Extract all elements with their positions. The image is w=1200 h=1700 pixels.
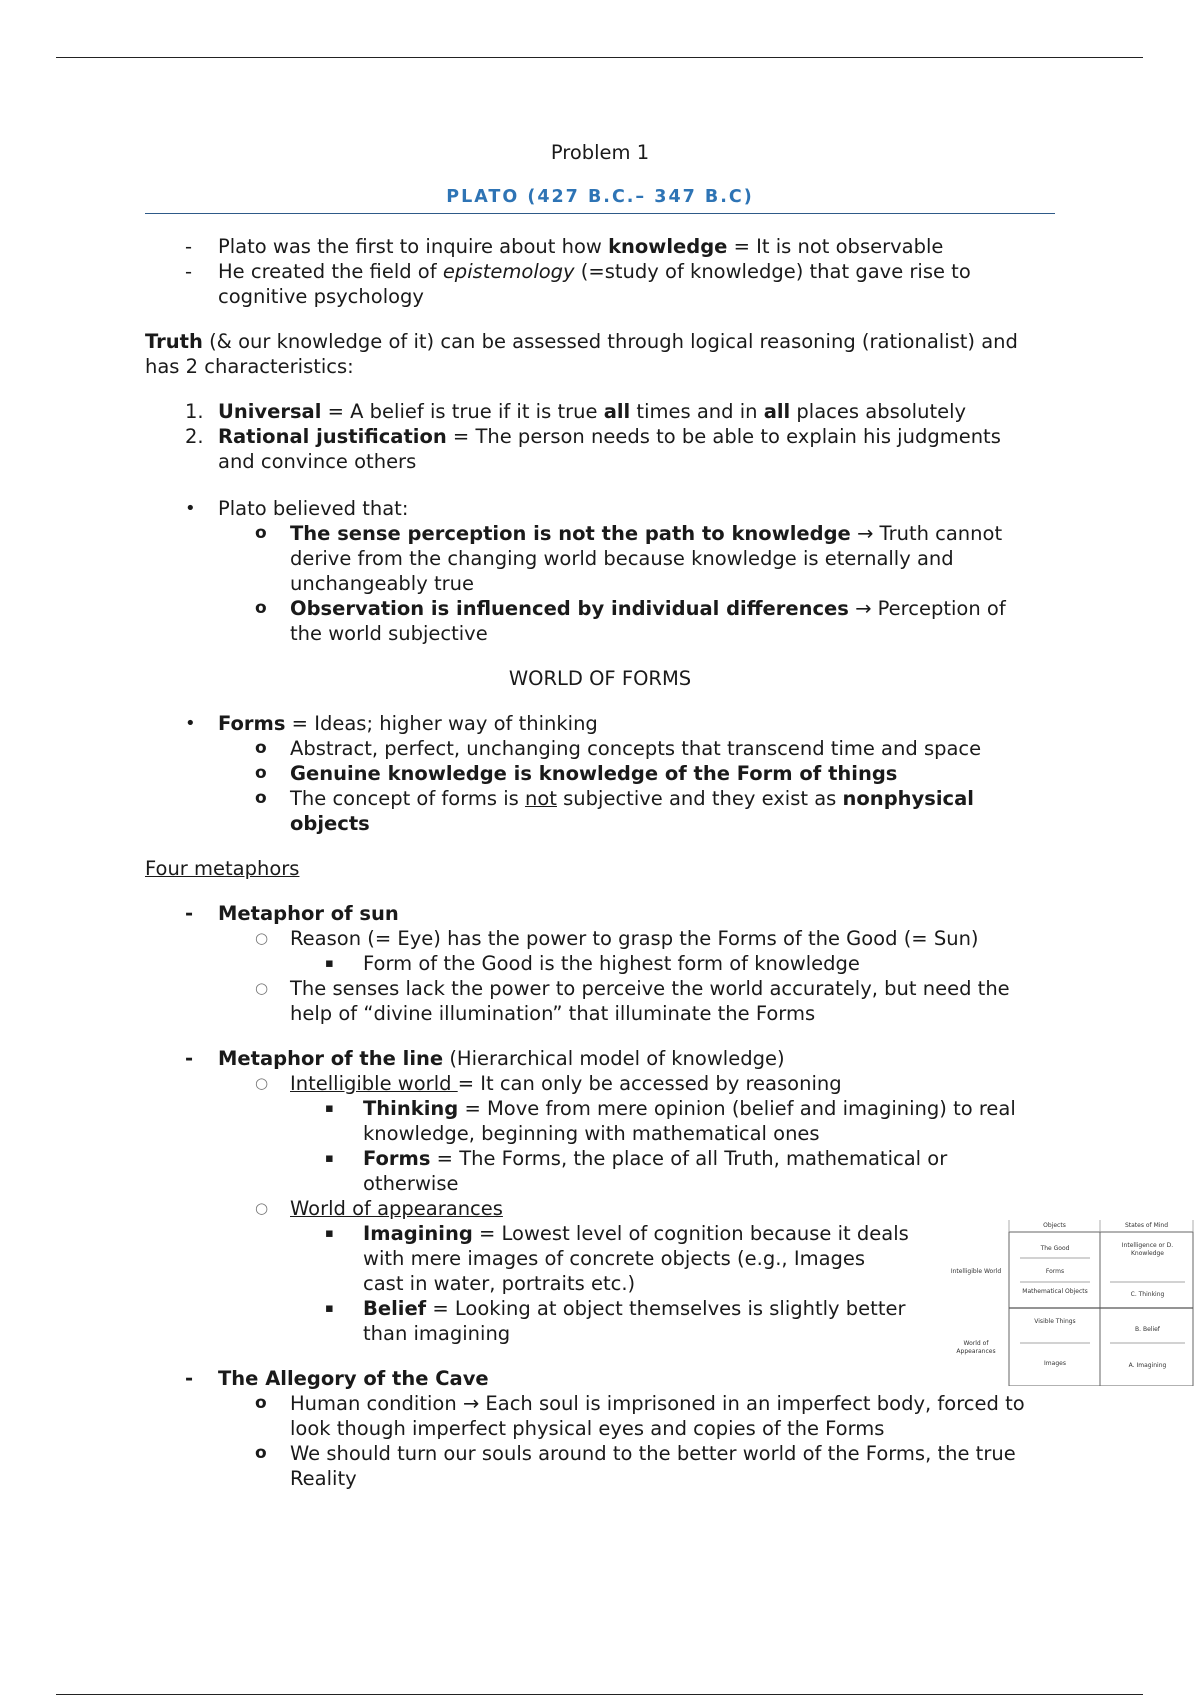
text: He created the field of: [218, 260, 443, 283]
text: look though imperfect physical eyes and copies of the Forms: [290, 1417, 885, 1440]
circle-marker: ○: [255, 1074, 269, 1092]
list-item: [145, 424, 1055, 474]
text: cognitive psychology: [218, 285, 424, 308]
bold-text: Genuine knowledge is knowledge of the Form of things: [290, 762, 898, 785]
text: Form of the Good is the highest form of knowledge: [363, 952, 860, 975]
text: (& our knowledge of it) can be assessed through logical reasoning (rationalist) and: [202, 330, 1018, 353]
list-item: [145, 1441, 1055, 1491]
text: We should turn our souls around to the better world of the Forms, the true: [290, 1442, 1016, 1465]
circle-marker: o: [255, 763, 267, 783]
text: = Lowest level of cognition because it deals: [472, 1222, 909, 1245]
list-item: [145, 951, 1055, 976]
italic-text: epistemology: [442, 260, 575, 283]
underlined-text: World of appearances: [290, 1197, 503, 1220]
square-marker: ▪: [325, 1101, 334, 1116]
figure-obj: Visible Things: [1034, 1318, 1076, 1325]
text: cast in water, portraits etc.): [363, 1272, 636, 1295]
bold-text: all: [603, 400, 631, 423]
figure-mind: B. Belief: [1135, 1326, 1160, 1333]
text: unchangeably true: [290, 572, 474, 595]
circle-marker: ○: [255, 979, 269, 997]
list-item: [145, 234, 1055, 259]
text: derive from the changing world because knowledge is eternally and: [290, 547, 954, 570]
text: = The person needs to be able to explain his judgments: [446, 425, 1001, 448]
bold-text: The sense perception is not the path to knowledge: [290, 522, 851, 545]
document-body: [145, 140, 1055, 1491]
figure-obj: Forms: [1045, 1268, 1065, 1275]
list-item: [145, 901, 1055, 926]
list-item: [145, 259, 1055, 309]
problem-heading: Problem 1: [550, 141, 650, 164]
bold-text: knowledge: [608, 235, 728, 258]
bold-text: Imagining: [363, 1222, 473, 1245]
number-marker: 2.: [185, 425, 204, 448]
circle-marker: o: [255, 1393, 267, 1413]
bullet-marker: •: [185, 713, 196, 734]
list-item: [145, 399, 1055, 424]
text: Abstract, perfect, unchanging concepts that transcend time and space: [290, 737, 982, 760]
bold-text: objects: [290, 812, 370, 835]
text: has 2 characteristics:: [145, 355, 354, 378]
page-title: PLATO (427 B.C.– 347 B.C): [145, 185, 1055, 214]
text: = It can only be accessed by reasoning: [457, 1072, 842, 1095]
truth-paragraph: [145, 329, 1055, 379]
dash-marker: -: [185, 1047, 194, 1070]
list-item: [145, 976, 1055, 1026]
text: Reality: [290, 1467, 357, 1490]
list-item: [145, 761, 1055, 786]
circle-marker: o: [255, 1443, 267, 1463]
circle-marker: o: [255, 788, 267, 808]
dash-marker: -: [185, 235, 193, 258]
bold-text: Observation is influenced by individual differences: [290, 597, 849, 620]
bold-text: Metaphor of sun: [218, 902, 399, 925]
text: = Move from mere opinion (belief and imagining) to real: [458, 1097, 1016, 1120]
dash-marker: -: [185, 260, 193, 283]
text: Reason (= Eye) has the power to grasp the Forms of the Good (= Sun): [290, 927, 979, 950]
dash-marker: -: [185, 902, 194, 925]
list-item: [145, 1096, 1055, 1146]
text: = Ideas; higher way of thinking: [285, 712, 598, 735]
section-heading: WORLD OF FORMS: [508, 667, 692, 690]
divided-line-figure: [945, 1218, 1195, 1386]
list-item: [145, 1296, 1055, 1346]
number-marker: 1.: [185, 400, 204, 423]
figure-mind: A. Imagining: [1128, 1362, 1167, 1369]
text: places absolutely: [790, 400, 967, 423]
list-item: [145, 1366, 1055, 1391]
bold-text: Belief: [363, 1297, 427, 1320]
text: = A belief is true if it is true: [321, 400, 604, 423]
subsection-heading: Four metaphors: [145, 857, 300, 880]
figure-obj: Images: [1044, 1360, 1066, 1367]
bold-text: Universal: [218, 400, 322, 423]
text: than imagining: [363, 1322, 511, 1345]
list-item: [145, 736, 1055, 761]
text: The senses lack the power to perceive the world accurately, but need the: [290, 977, 1010, 1000]
figure-left-bottom: World of Appearances: [956, 1340, 996, 1355]
list-item: [145, 496, 1055, 521]
text: (Hierarchical model of knowledge): [443, 1047, 785, 1070]
figure-mind: Intelligence or D. Knowledge: [1121, 1242, 1174, 1257]
bold-text: Truth: [145, 330, 203, 353]
list-item: [145, 786, 1055, 836]
bottom-rule: [56, 1694, 1143, 1695]
text: = The Forms, the place of all Truth, mathematical or: [430, 1147, 948, 1170]
square-marker: ▪: [325, 956, 334, 971]
underlined-text: not: [525, 787, 557, 810]
figure-col-objects: Objects: [1043, 1222, 1066, 1229]
list-item: [145, 1221, 1055, 1296]
text: with mere images of concrete objects (e.g., Images: [363, 1247, 866, 1270]
circle-marker: ○: [255, 929, 269, 947]
bold-text: Rational justification: [218, 425, 447, 448]
figure-obj: Mathematical Objects: [1022, 1288, 1088, 1295]
text: subjective and they exist as: [556, 787, 843, 810]
text: Plato was the first to inquire about how: [218, 235, 609, 258]
figure-col-mind: States of Mind: [1124, 1222, 1169, 1229]
circle-marker: o: [255, 598, 267, 618]
text: Plato believed that:: [218, 497, 409, 520]
figure-mind: C. Thinking: [1130, 1291, 1165, 1298]
circle-marker: o: [255, 738, 267, 758]
bold-text: nonphysical: [842, 787, 974, 810]
text: otherwise: [363, 1172, 459, 1195]
list-item: [145, 1146, 1055, 1196]
list-item: [145, 596, 1055, 646]
bold-text: Metaphor of the line: [218, 1047, 444, 1070]
square-marker: ▪: [325, 1151, 334, 1166]
text: times and in: [630, 400, 764, 423]
text: and convince others: [218, 450, 417, 473]
list-item: [145, 1391, 1055, 1441]
list-item: [145, 711, 1055, 736]
text: (=study of knowledge) that gave rise to: [574, 260, 971, 283]
list-item: [145, 1071, 1055, 1096]
list-item: [145, 926, 1055, 951]
bold-text: Forms: [363, 1147, 431, 1170]
text: → Truth cannot: [850, 522, 1003, 545]
list-item: [145, 521, 1055, 596]
figure-obj: The Good: [1040, 1245, 1070, 1252]
list-item: [145, 1046, 1055, 1071]
text: → Perception of: [848, 597, 1006, 620]
text: = It is not observable: [727, 235, 944, 258]
square-marker: ▪: [325, 1226, 334, 1241]
list-item: [145, 1196, 1055, 1221]
text: help of “divine illumination” that illuminate the Forms: [290, 1002, 816, 1025]
text: knowledge, beginning with mathematical ones: [363, 1122, 820, 1145]
text: Human condition → Each soul is imprisoned in an imperfect body, forced to: [290, 1392, 1025, 1415]
bold-text: all: [763, 400, 791, 423]
text: The concept of forms is: [290, 787, 526, 810]
figure-left-top: Intelligible World: [950, 1268, 1002, 1275]
dash-marker: -: [185, 1367, 194, 1390]
text: the world subjective: [290, 622, 488, 645]
circle-marker: o: [255, 523, 267, 543]
underlined-text: Intelligible world: [290, 1072, 458, 1095]
bold-text: Thinking: [363, 1097, 459, 1120]
circle-marker: ○: [255, 1199, 269, 1217]
bold-text: The Allegory of the Cave: [218, 1367, 489, 1390]
top-rule: [56, 57, 1143, 58]
bold-text: Forms: [218, 712, 286, 735]
text: = Looking at object themselves is slightly better: [426, 1297, 906, 1320]
bullet-marker: •: [185, 498, 196, 519]
square-marker: ▪: [325, 1301, 334, 1316]
